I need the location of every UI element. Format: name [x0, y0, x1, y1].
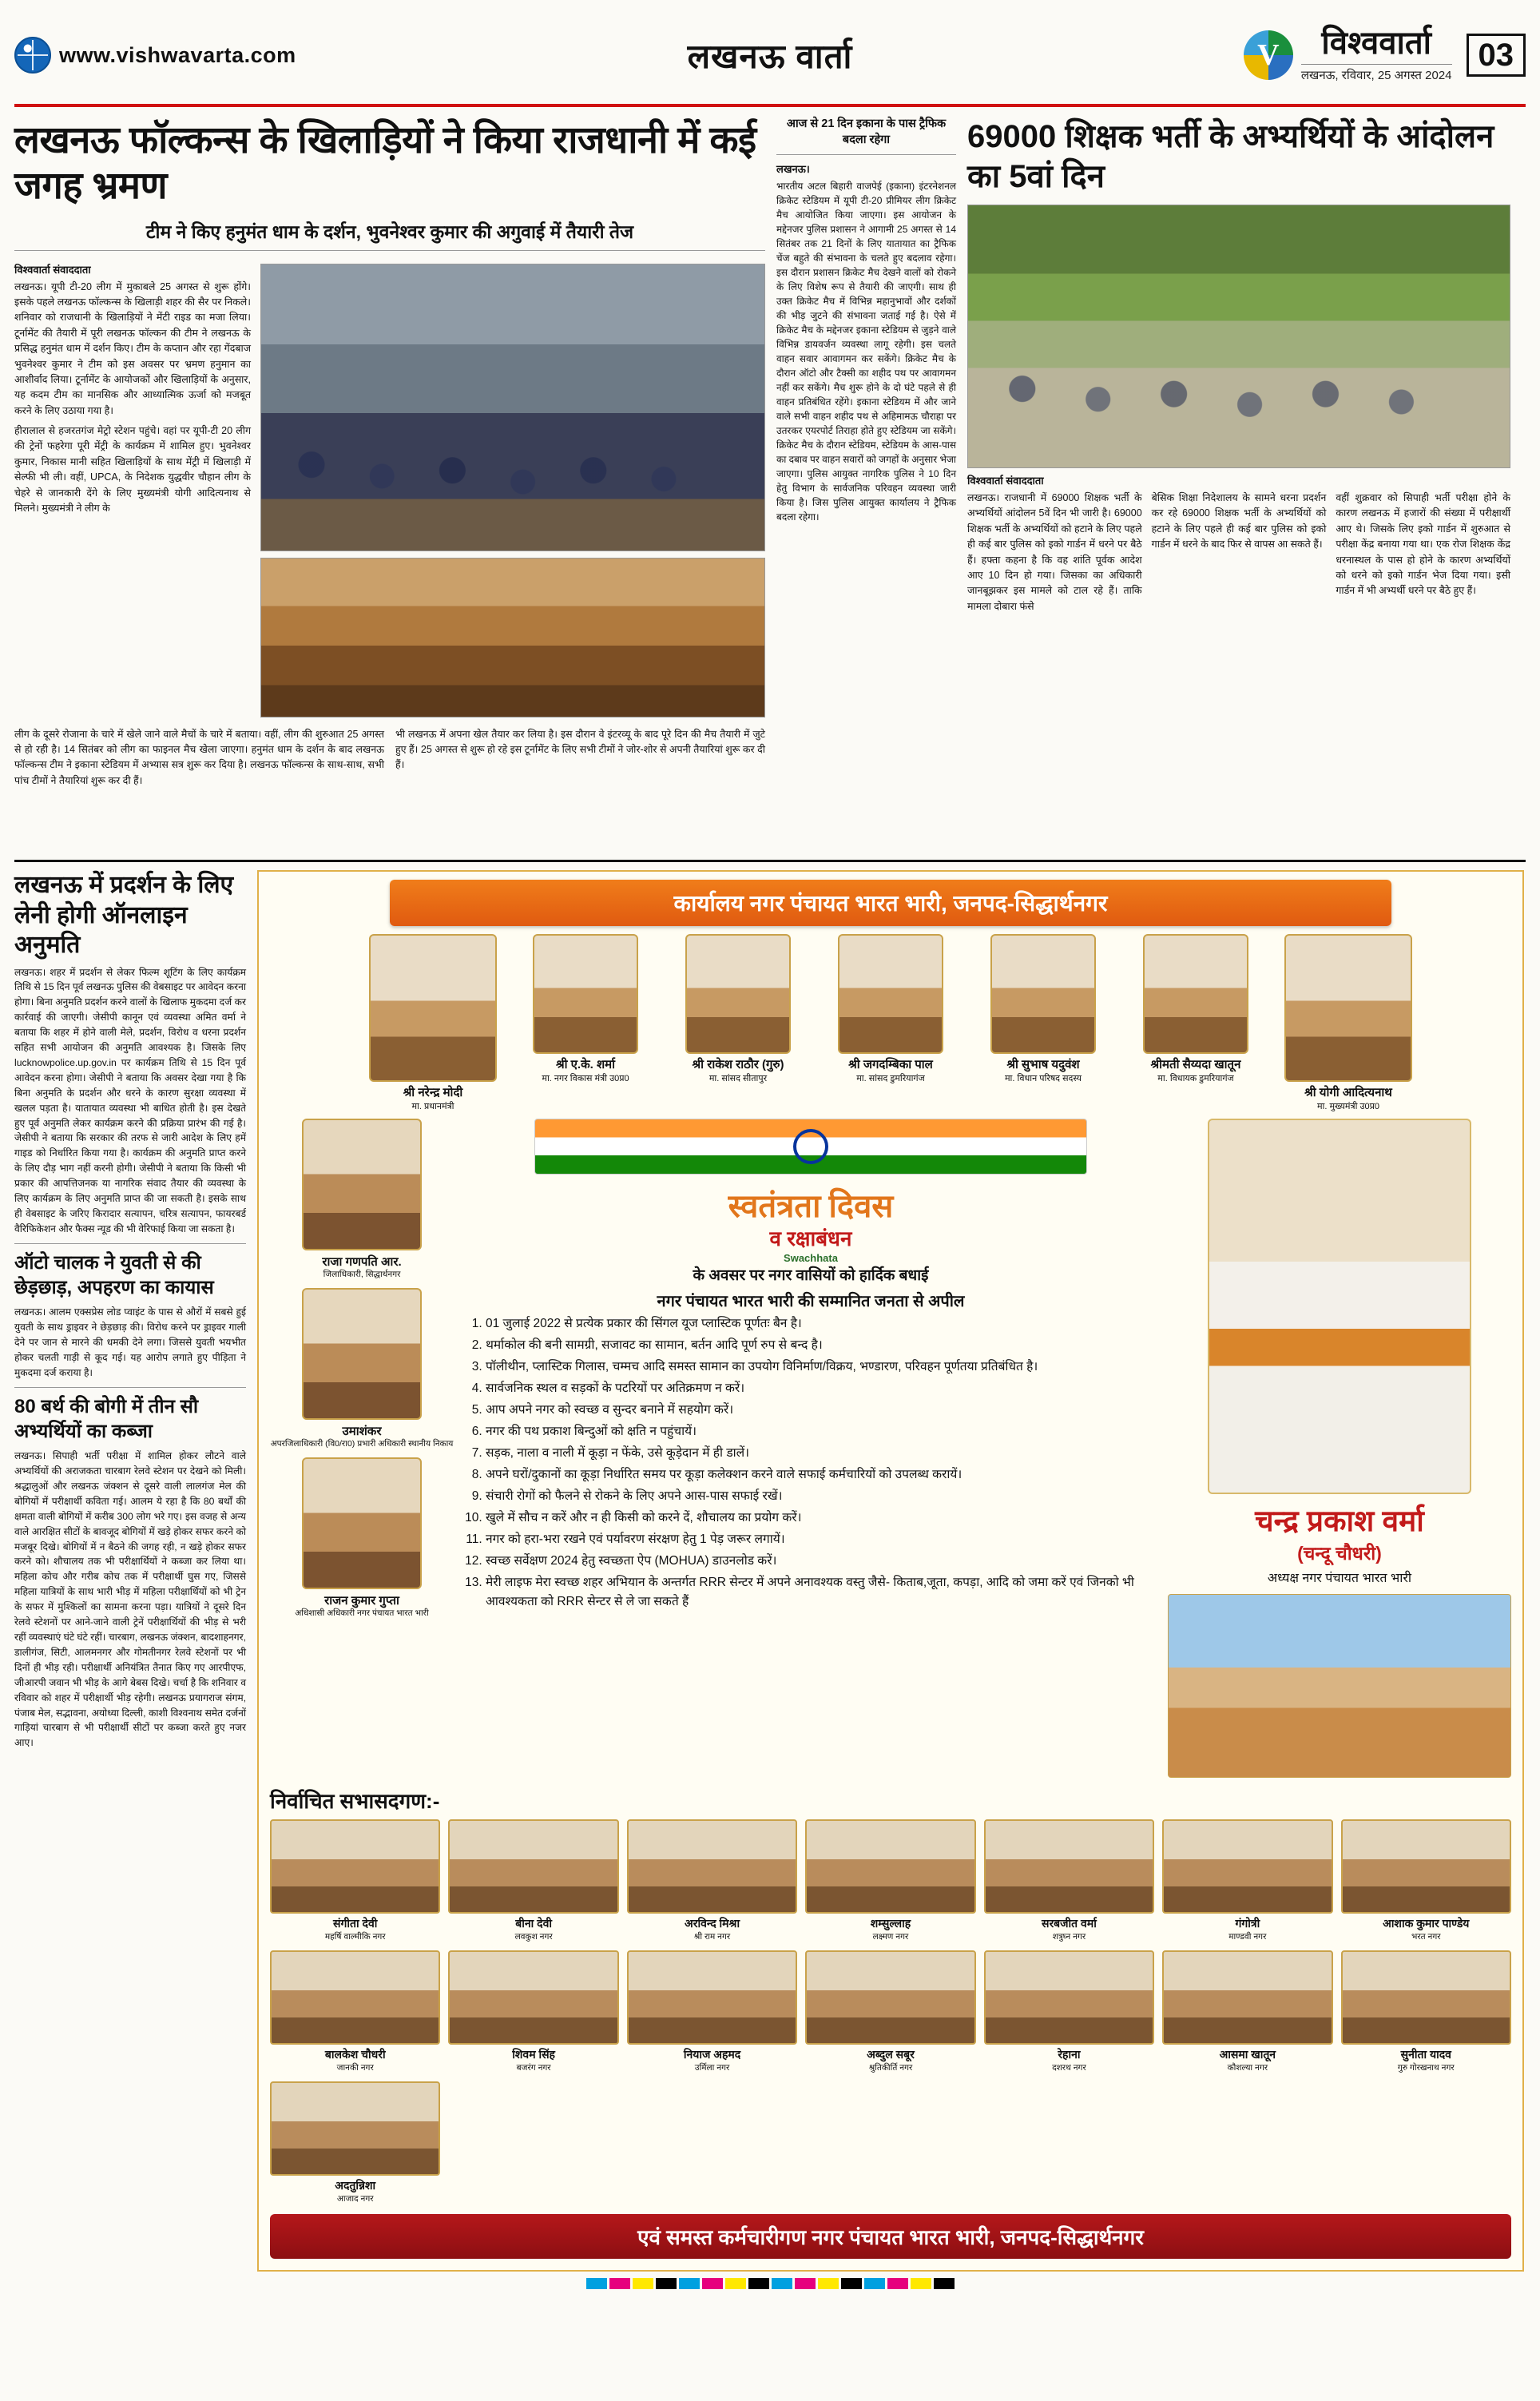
officer-card — [270, 1457, 454, 1619]
chairman-name: चन्द्र प्रकाश वर्मा — [1255, 1505, 1424, 1538]
protest-headline: 69000 शिक्षक भर्ती के अभ्यर्थियों के आंदोलन का 5वां दिन — [967, 119, 1494, 194]
members-grid — [270, 1819, 1511, 2204]
officer-designation: अधिशासी अधिकारी नगर पंचायत भारत भारी — [295, 1608, 429, 1619]
appeal-point: 4. सार्वजनिक स्थल व सड़कों के पटरियों पर अतिक्रमण न करें। — [486, 1379, 1157, 1398]
member-ward: लक्ष्मण नगर — [872, 1932, 909, 1942]
edition-title: लखनऊ वार्ता — [687, 37, 853, 75]
masthead-left — [14, 11, 526, 99]
member-card — [1162, 1950, 1332, 2073]
leader-designation: मा. सांसद डुमरियागंज — [856, 1074, 925, 1083]
officer-name: उमाशंकर — [342, 1425, 382, 1439]
officer-photo — [302, 1288, 422, 1420]
member-ward: कौशल्या नगर — [1227, 2063, 1268, 2073]
member-card — [1341, 1950, 1511, 2073]
member-card — [627, 1950, 797, 2073]
appeal-point: 8. अपने घरों/दुकानों का कूड़ा निर्धारित समय पर कूड़ा कलेक्शन करने वाले सफाई कर्मचारियों को उपलब्ध करायें। — [486, 1465, 1157, 1485]
member-name: बालकेश चौधरी — [324, 2048, 386, 2061]
member-name: अब्दुल सबूर — [867, 2048, 915, 2061]
member-photo — [1341, 1950, 1511, 2045]
member-photo — [270, 1819, 440, 1914]
member-ward: जानकी नगर — [336, 2063, 374, 2073]
leader-designation: मा. विधायक डुमरियागंज — [1157, 1074, 1234, 1083]
masthead-right — [1014, 11, 1526, 99]
protest-photo — [967, 205, 1510, 468]
appeal-point: 3. पॉलीथीन, प्लास्टिक गिलास, चम्मच आदि समस्त सामान का उपयोग विनिर्माण/विक्रय, भण्डारण, परिवहन पूर्णतया प्रतिबंधित है। — [486, 1358, 1157, 1377]
lower-section — [14, 870, 1526, 2272]
masthead — [14, 11, 1526, 107]
website-url[interactable]: www.vishwavarta.com — [59, 42, 296, 67]
member-photo — [805, 1819, 975, 1914]
festival-title: स्वतंत्रता दिवस — [728, 1188, 894, 1225]
leader-photo — [369, 934, 497, 1082]
ad-middle-section — [270, 1119, 1511, 1778]
lead-subheadline: टीम ने किए हनुमंत धाम के दर्शन, भुवनेश्वर कुमार की अगुवाई में तैयारी तेज — [14, 218, 765, 251]
leader-designation: मा. नगर विकास मंत्री उ0प्र0 — [542, 1074, 629, 1083]
chairman-designation: अध्यक्ष नगर पंचायत भारत भारी — [1267, 1572, 1412, 1586]
protest-byline: विश्ववार्ता संवाददाता — [967, 475, 1044, 487]
teachers-protest-story — [967, 117, 1510, 852]
leader-card — [673, 934, 804, 1112]
ad-banner-title: कार्यालय नगर पंचायत भारत भारी, जनपद-सिद्धार्थनगर — [390, 880, 1391, 926]
appeal-point: 11. नगर को हरा-भरा रखने एवं पर्यावरण संरक्षण हेतु 1 पेड़ जरूर लगायें। — [486, 1530, 1157, 1549]
member-name: शम्सुल्लाह — [870, 1917, 911, 1930]
appeal-point: 9. संचारी रोगों को फैलने से रोकने के लिए अपने आस-पास सफाई रखें। — [486, 1487, 1157, 1506]
member-photo — [448, 1950, 618, 2045]
member-photo — [448, 1819, 618, 1914]
lead-para-4: भी लखनऊ में अपना खेल तैयार कर लिया है। इस दौरान वे इंटरव्यू के बाद पूरे दिन की मैच तैयारी में जुटे हुए हैं। 25 अगस्त से शुरू हो रहे इस टूर्नामेंट के लिए सभी टीमों ने जोर-शोर से अपनी तैयारियां शुरू कर दी हैं। — [395, 728, 765, 771]
member-name: अरविन्द मिश्रा — [685, 1917, 740, 1930]
lead-byline: विश्ववार्ता संवाददाता — [14, 263, 91, 276]
officer-card — [270, 1288, 454, 1449]
appeal-point: 5. आप अपने नगर को स्वच्छ व सुन्दर बनाने में सहयोग करें। — [486, 1401, 1157, 1420]
festival-subtitle: व रक्षाबंधन — [769, 1226, 852, 1251]
leader-photo — [990, 934, 1096, 1054]
member-card — [984, 1819, 1154, 1942]
leader-photo — [838, 934, 943, 1054]
member-card — [805, 1950, 975, 2073]
lead-photo-2 — [260, 558, 765, 718]
officer-name: राजा गणपति आर. — [322, 1255, 402, 1270]
officer-photo — [302, 1457, 422, 1589]
appeal-column — [465, 1119, 1157, 1778]
wish-line: के अवसर पर नगर वासियों को हार्दिक बधाई — [693, 1267, 929, 1285]
divider — [14, 1387, 246, 1388]
story-train-headline: 80 बर्थ की बोगी में तीन सौ अभ्यर्थियों का कब्जा — [14, 1395, 199, 1442]
member-card — [448, 1819, 618, 1942]
officer-card — [270, 1119, 454, 1280]
leader-card — [367, 934, 499, 1112]
officer-photo — [302, 1119, 422, 1250]
member-card — [805, 1819, 975, 1942]
leader-name: श्री ए.के. शर्मा — [555, 1058, 616, 1071]
government-advertisement — [257, 870, 1524, 2272]
appeal-title: नगर पंचायत भारत भारी की सम्मानित जनता से अपील — [657, 1293, 965, 1311]
member-photo — [1162, 1819, 1332, 1914]
brand-dateline: लखनऊ, रविवार, 25 अगस्त 2024 — [1301, 64, 1452, 83]
appeal-points-list — [465, 1314, 1157, 1612]
leader-photo — [685, 934, 791, 1054]
officer-designation: जिलाधिकारी, सिद्धार्थनगर — [323, 1270, 401, 1280]
leader-designation: मा. प्रधानमंत्री — [411, 1102, 454, 1111]
swachhata-badge: Swachhata — [784, 1252, 838, 1265]
protest-para-2: बेसिक शिक्षा निदेशालय के सामने धरना प्रदर्शन कर रहे 69000 शिक्षक भर्ती के अभ्यर्थियों को हटाने के लिए पहले ही कई बार पुलिस को इको गार्डन में धरने के बाद फिर से वापस आ सकते हैं। — [1151, 492, 1327, 551]
leader-name: श्रीमती सैय्यदा खातून — [1150, 1058, 1241, 1071]
member-ward: बजरंग नगर — [516, 2063, 551, 2073]
chairman-photo — [1208, 1119, 1471, 1494]
traffic-body: भारतीय अटल बिहारी वाजपेई (इकाना) इंटरनेशनल क्रिकेट स्टेडियम में यूपी टी-20 प्रीमियर लीग क्रिकेट मैच आयोजित किया जाएगा। इस आयोजन के मद्देनजर पुलिस प्रशासन ने आगामी 25 अगस्त से 14 सितंबर तक 21 दिनों के लिए यातायात का ट्रैफिक चेंज बहुते की संभावना के चलते हुए बदलाव रहेगा। इस दौरान प्रशासन क्रिकेट मैच देखने वालों को रोकने के लिए विशेष रूप से तैयारी की जाएगी। साथ ही उक्त क्रिकेट मैच में विभिन्न महानुभावों और दर्शकों की भीड़ जुटने की संभावना जताई गई है। ऐसे में क्रिकेट मैच के मद्देनजर इकाना स्टेडियम से जुड़ने वाले विभिन्न डायवर्जन व्यवस्था लागू रहेगी। इस चलते वाहन सवार आवागमन कर सकेंगे। क्रिकेट मैच के दौरान ऑटो और टैक्सी का शहीद पथ पर आवागमन नहीं कर सकेंगे। मैच शुरू होने के दो घंटे पहले से ही वाहन प्रतिबंधित रहेंगे। इकाना स्टेडियम में और जाने वाले सभी वाहन शहीद पथ से अहिमामऊ चौराहा पर उतरकर एयरपोर्ट तिराहा होते हुए स्टेडियम जा सकेंगे। क्रिकेट मैच के दौरान स्टेडियम, स्टेडियम के आस-पास का दबाव पर वाहन सवारों को जगहों के अनुसार भेजा जाएगा। पुलिस आयुक्त नागरिक पुलिस ने 10 दिन हेतु विभाग के सार्वजनिक परिवहन व्यवस्था जारी किया है। जिस पुलिस आयुक्त कार्यालय ने ट्रैफिक बदला रहेगा। — [776, 181, 956, 523]
member-ward: भरत नगर — [1411, 1932, 1441, 1942]
member-name: आसमा खातून — [1219, 2048, 1276, 2061]
story-auto-headline: ऑटो चालक ने युवती से की छेड़छाड़, अपहरण का कायास — [14, 1251, 214, 1298]
member-photo — [270, 1950, 440, 2045]
brand-logo-icon: V — [1244, 30, 1293, 80]
leader-designation: मा. विधान परिषद सदस्य — [1004, 1074, 1082, 1083]
brand-text — [1301, 27, 1452, 83]
brand-name: विश्ववार्ता — [1321, 26, 1431, 61]
member-card — [984, 1950, 1154, 2073]
left-column-stories — [14, 870, 246, 2272]
protest-para-3: वहीं शुक्रवार को सिपाही भर्ती परीक्षा होने के कारण लखनऊ में हजारों की संख्या में परीक्षार्थी आए थे। जिसके लिए इको गार्डन में शुरुआत से परीक्षा केंद्र बनाया गया था। एक रोज शिक्षक केंद्र धरनास्थल के पास हो होने के कारण अभ्यर्थियों को धरने को इको गार्डन भेज दिया गया। इसी गार्डन में भी अभ्यर्थी धरने पर बैठे हुए हैं। — [1336, 492, 1511, 597]
member-name: शिवम सिंह — [512, 2048, 555, 2061]
leader-designation: मा. मुख्यमंत्री उ0प्र0 — [1316, 1102, 1379, 1111]
member-name: अदतुन्निशा — [335, 2179, 376, 2192]
member-card — [1162, 1819, 1332, 1942]
leader-name: श्री राकेश राठौर (गुरु) — [692, 1058, 784, 1071]
traffic-headline: आज से 21 दिन इकाना के पास ट्रैफिक बदला रहेगा — [786, 117, 947, 146]
member-ward: लवकुश नगर — [514, 1932, 553, 1942]
leader-card — [1130, 934, 1262, 1112]
member-ward: श्री राम नगर — [693, 1932, 731, 1942]
member-card — [270, 1950, 440, 2073]
story-auto-body: लखनऊ। आलम एक्सप्रेस लोड प्वाइंट के पास से औरों में सबसे हुई युवती के साथ ड्राइवर ने छेड़छाड़ की। विरोध करने पर ड्राइवर गाली देने पर जान से मारने की धमकी देने लगा। जिससे युवती भयभीत होकर चलती गाड़ी से कूद गई। यह आरोप लगाते हुए पीड़िता ने मुकदमा दर्ज कराया है। — [14, 1306, 246, 1378]
leader-designation: मा. सांसद सीतापुर — [708, 1074, 768, 1083]
member-ward: उर्मिला नगर — [694, 2063, 730, 2073]
appeal-point: 12. स्वच्छ सर्वेक्षण 2024 हेतु स्वच्छता ऐप (MOHUA) डाउनलोड करें। — [486, 1552, 1157, 1571]
chairman-alias: (चन्दू चौधरी) — [1297, 1543, 1382, 1564]
leaders-row — [270, 934, 1511, 1112]
protest-para-1: लखनऊ। राजधानी में 69000 शिक्षक भर्ती के अभ्यर्थियों आंदोलन 5वें दिन भी जारी है। 69000 शिक्षक भर्ती के अभ्यर्थियों को हटाने के लिए पहले ही कई बार पुलिस को इको गार्डन में धरने पर बैठे हैं। हफ्ता कहना है कि वह शांति पूर्वक आदेश आए 10 दिन हो गया। जिसका का अधिकारी जानबूझकर इस मामले को टाल रहे हैं। ताकि मामला दोबारा फंसे — [967, 492, 1142, 612]
appeal-point: 13. मेरी लाइफ मेरा स्वच्छ शहर अभियान के अन्तर्गत RRR सेन्टर में अपने अनावश्यक वस्तु जैसे- किताब,जूता, कपड़ा, आदि को जमा करें एवं जिनको भी आवश्यकता को RRR सेन्टर से ले जा सकते हैं — [486, 1573, 1157, 1612]
member-photo — [627, 1950, 797, 2045]
ashoka-chakra-icon — [793, 1129, 828, 1164]
leader-card — [1283, 934, 1415, 1112]
leader-name: श्री जगदम्बिका पाल — [848, 1058, 933, 1071]
officers-column — [270, 1119, 454, 1778]
traffic-byline: लखनऊ। — [776, 163, 810, 176]
member-ward: आजाद नगर — [336, 2194, 374, 2204]
member-ward: माण्डवी नगर — [1228, 1932, 1267, 1942]
appeal-point: 6. नगर की पथ प्रकाश बिन्दुओं को क्षति न पहुंचायें। — [486, 1422, 1157, 1441]
officer-name: राजन कुमार गुप्ता — [324, 1594, 399, 1608]
chairman-card — [1168, 1119, 1511, 1586]
section-divider — [14, 860, 1526, 862]
story-train-body: लखनऊ। सिपाही भर्ती परीक्षा में शामिल होकर लौटने वाले अभ्यर्थियों की अराजकता चारबाग रेलवे स्टेशन पर देखने को मिली। श्रद्धालुओं और लखनऊ जंक्शन से दूसरे वाली लालगंज मेल की बोगियों में परीक्षार्थी कविता गई। आलम ये रहा है कि 80 बर्थों की क्षमता वाली बोगियों में करीब 300 लोग भरे गए। इस वजह से अन्य वाले आरक्षित सीटों के बावजूद बोगियों में खड़े होकर सफर करने को मजबूर दिखे। बोगियों में न बैठने की जगह रही, न खड़े होकर सफर करने को। शौचालय तक भी परीक्षार्थियों ने कब्जा कर लिया था। महिला कोच और गरीब कोच तक में परीक्षार्थी घुस गए, जिससे महिला यात्रियों के साथ भारी भीड़ में महिला परीक्षार्थियों को भी ट्रेन के सफर में मुश्किलों का सामना करना पड़ा। यात्रियों ने दूसरे दिन रेलवे स्टेशनों पर आने-जाने वाली ट्रेनें परीक्षार्थियों की भीड़ से भरी रहीं व्यवस्थाएं घंटे घंटे रहीं। चारबाग, लखनऊ जंक्शन, बादशाहनगर, डालीगंज, सिटी, आलमनगर और गोमतीनगर रेलवे स्टेशनों पर भी दिनों ही भीड़ रही। परीक्षार्थी अनियंत्रित तैनात किए गए आरपीएफ, जीआरपी जवान भी भीड़ के आगे बेबस दिखे। चर्चा है कि शनिवार व रविवार को शहर में परीक्षार्थी भीड़ रहेगी। लखनऊ प्रयागराज संगम, पंजाब मेल, सद्भावना, अयोध्या दिल्ली, काशी विश्वनाथ समेत दर्जनों गाड़ियां चारबाग से भी परीक्षार्थी सीटों पर कब्जा करते हुए नजर आए। — [14, 1450, 246, 1749]
leader-name: श्री सुभाष यदुवंश — [1006, 1058, 1080, 1071]
appeal-point: 10. खुले में सौच न करें और न ही किसी को करने दें, शौचालय का प्रयोग करें। — [486, 1509, 1157, 1528]
member-photo — [984, 1950, 1154, 2045]
members-title: निर्वाचित सभासदगण:- — [270, 1789, 440, 1814]
leader-name: श्री नरेन्द्र मोदी — [403, 1086, 463, 1099]
brand-block — [1244, 27, 1452, 83]
member-card — [270, 2081, 440, 2204]
appeal-point: 7. सड़क, नाला व नाली में कूड़ा न फेंके, उसे कूड़ेदान में ही डालें। — [486, 1444, 1157, 1463]
lead-para-3: लीग के दूसरे रोजाना के चारे में खेले जाने वाले मैचों के चारे में बताया। वहीं, लीग की शुरुआत 25 अगस्त से हो रही है। 14 सितंबर को लीग का फाइनल मैच खेला जाएगा। हनुमंत धाम के दर्शन के बाद लखनऊ फॉल्कन्स टीम ने इकाना स्टेडियम में अभ्यास सत्र शुरू कर दिया है। लखनऊ फॉल्कन्स के साथ-साथ, सभी पांच टीमों ने तैयारियां शुरू कर दी हैं। — [14, 728, 384, 786]
member-name: सरबजीत वर्मा — [1041, 1917, 1097, 1930]
member-card — [627, 1819, 797, 1942]
leader-photo — [533, 934, 638, 1054]
member-ward: शत्रुघ्न नगर — [1052, 1932, 1086, 1942]
cmyk-registration-bar — [14, 2278, 1526, 2289]
member-photo — [984, 1819, 1154, 1914]
lead-para-1: लखनऊ। यूपी टी-20 लीग में मुकाबले 25 अगस्त से शुरू होंगे। इसके पहले लखनऊ फॉल्कन्स के खिलाड़ी शहर की सैर पर निकले। शनिवार को राजधानी के खिलाड़ियों ने मेंटी राइड का मजा लिया। टूर्नामेंट की तैयारी में पूरी लखनऊ फॉल्कन की टीम ने लखनऊ के प्रसिद्ध हनुमंत धाम में दर्शन किए। टीम के कप्तान और रहा गेंदबाज भुवनेश्वर कुमार ने टीम को इस अवसर पर भ्रमण हनुमान का आशीर्वाद लिया। टूर्नामेंट के आयोजकों और खिलाड़ियों के अनुसार, यह कदम टीम का मानसिक और आध्यात्मिक ऊर्जा को मजबूत करने के लिए उठाया गया है। — [14, 280, 251, 416]
member-name: आशाक कुमार पाण्डेय — [1383, 1917, 1470, 1930]
chairman-column — [1168, 1119, 1511, 1778]
leader-card — [520, 934, 652, 1112]
indian-flag-icon — [534, 1119, 1088, 1175]
member-photo — [627, 1819, 797, 1914]
traffic-story — [776, 117, 956, 852]
member-ward: गुरु गोरखनाथ नगर — [1397, 2063, 1455, 2073]
lead-para-2: हीरालाल से हजरतगंज मेट्रो स्टेशन पहुंचे। वहां पर यूपी-टी 20 लीग की ट्रेनों फहरेगा पूरी मेंट्री के कार्यक्रम में शामिल हुए। भुवनेश्वर कुमार, निकास मानी सहित खिलाड़ियों के साथ मेंट्री में खिलाड़ी में सेल्फी भी ली। वहीं, UPCA, के निदेशक युद्धवीर चौहान लीग के चेहरे से जानकारी देंगे के लिए मुख्यमंत्री योगी आदित्यनाथ से मिलने। मुख्यमंत्री ने लीग के — [14, 425, 251, 514]
member-photo — [270, 2081, 440, 2176]
lead-photo-1 — [260, 264, 765, 551]
appeal-point: 1. 01 जुलाई 2022 से प्रत्येक प्रकार की सिंगल यूज प्लास्टिक पूर्णतः बैन है। — [486, 1314, 1157, 1334]
member-photo — [805, 1950, 975, 2045]
appeal-point: 2. थर्माकोल की बनी सामग्री, सजावट का सामान, बर्तन आदि पूर्ण रुप से बन्द है। — [486, 1336, 1157, 1355]
leader-photo — [1143, 934, 1248, 1054]
ad-footer-text: एवं समस्त कर्मचारीगण नगर पंचायत भारत भारी, जनपद-सिद्धार्थनगर — [270, 2214, 1511, 2259]
member-ward: महर्षि वाल्मीकि नगर — [324, 1932, 386, 1942]
masthead-center — [526, 11, 1014, 99]
member-name: रेहाना — [1058, 2048, 1081, 2061]
lead-headline: लखनऊ फॉल्कन्स के खिलाड़ियों ने किया राजधानी में कई जगह भ्रमण — [14, 118, 756, 207]
lead-story — [14, 117, 765, 852]
member-ward: श्रुतिकीर्ति नगर — [868, 2063, 913, 2073]
temple-photo — [1168, 1594, 1511, 1778]
member-name: नियाज अहमद — [683, 2048, 741, 2061]
photo-texture — [261, 264, 764, 551]
divider — [776, 154, 956, 155]
story-permission-body: लखनऊ। शहर में प्रदर्शन से लेकर फिल्म शूटिंग के लिए कार्यक्रम तिथि से 15 दिन पूर्व लखनऊ पुलिस की वेबसाइट पर आवेदन करना होगा। बिना अनुमति प्रदर्शन करने वालों के खिलाफ मुकदमा दर्ज कर कार्रवाई की जाएगी। जेसीपी कानून एवं व्यवस्था अमित वर्मा ने बताया कि शहर में होने वाली मेले, प्रदर्शन, विरोध व धरना प्रदर्शन सहित सभी आयोजन की अनुमति आवश्यक है। जिसके लिए lucknowpolice.up.gov.in पर कार्यक्रम तिथि से 15 दिन पूर्व आवेदन करना होगा। जेसीपी ने बताया कि अवसर देखा गया है कि बिना अनुमति के प्रदर्शन और धरने के कारण सुरक्षा व्यवस्था में खलल पड़ता है। यातायात व्यवस्था भी बाधित होती है। इस देखते हुए पूर्व अनुमति लेकर कार्यक्रम करने की प्रक्रिया प्रारंभ की गई है। जेसीपी ने बताया कि सरकार की तरफ से जारी आदेश के लिए हमें गाइड को निर्धारित किया गया है। कार्यक्रम की अनुमति प्राप्त करने के लिए दौड़ भाग नहीं करनी होगी। जेसीपी ने बताया कि किसी भी प्रकार की आपत्तिजनक या नागरिक संवाद तैयार की व्यवस्था के लिए कार्यक्रम के लिए अनुमति प्राप्त की जा सकती है। इसके साथ ही वेबसाइट के जरिए किरादार सत्यापन, चरित्र सत्यापन, फायरबर्ड वैरिफिकेशन और फैक्स न्यूड की भी वेरिफाई किया जा सकता है। — [14, 966, 246, 1234]
leader-card — [825, 934, 957, 1112]
divider — [14, 1243, 246, 1244]
member-name: गंगोत्री — [1235, 1917, 1260, 1930]
member-name: बीना देवी — [515, 1917, 552, 1930]
globe-icon — [14, 37, 51, 74]
photo-texture — [968, 205, 1510, 467]
leader-photo — [1284, 934, 1412, 1082]
officer-designation: अपरजिलाधिकारी (वि0/रा0) प्रभारी अधिकारी स्थानीय निकाय — [270, 1439, 454, 1449]
member-card — [1341, 1819, 1511, 1942]
member-name: संगीता देवी — [333, 1917, 378, 1930]
leader-name: श्री योगी आदित्यनाथ — [1304, 1086, 1392, 1099]
member-photo — [1162, 1950, 1332, 2045]
member-name: सुनीता यादव — [1400, 2048, 1451, 2061]
story-permission-headline: लखनऊ में प्रदर्शन के लिए लेनी होगी ऑनलाइन अनुमति — [14, 872, 234, 958]
member-photo — [1341, 1819, 1511, 1914]
member-card — [448, 1950, 618, 2073]
leader-card — [978, 934, 1109, 1112]
member-card — [270, 1819, 440, 1942]
page-number: 03 — [1467, 34, 1526, 77]
top-section — [14, 117, 1526, 852]
member-ward: दशरथ नगर — [1052, 2063, 1086, 2073]
